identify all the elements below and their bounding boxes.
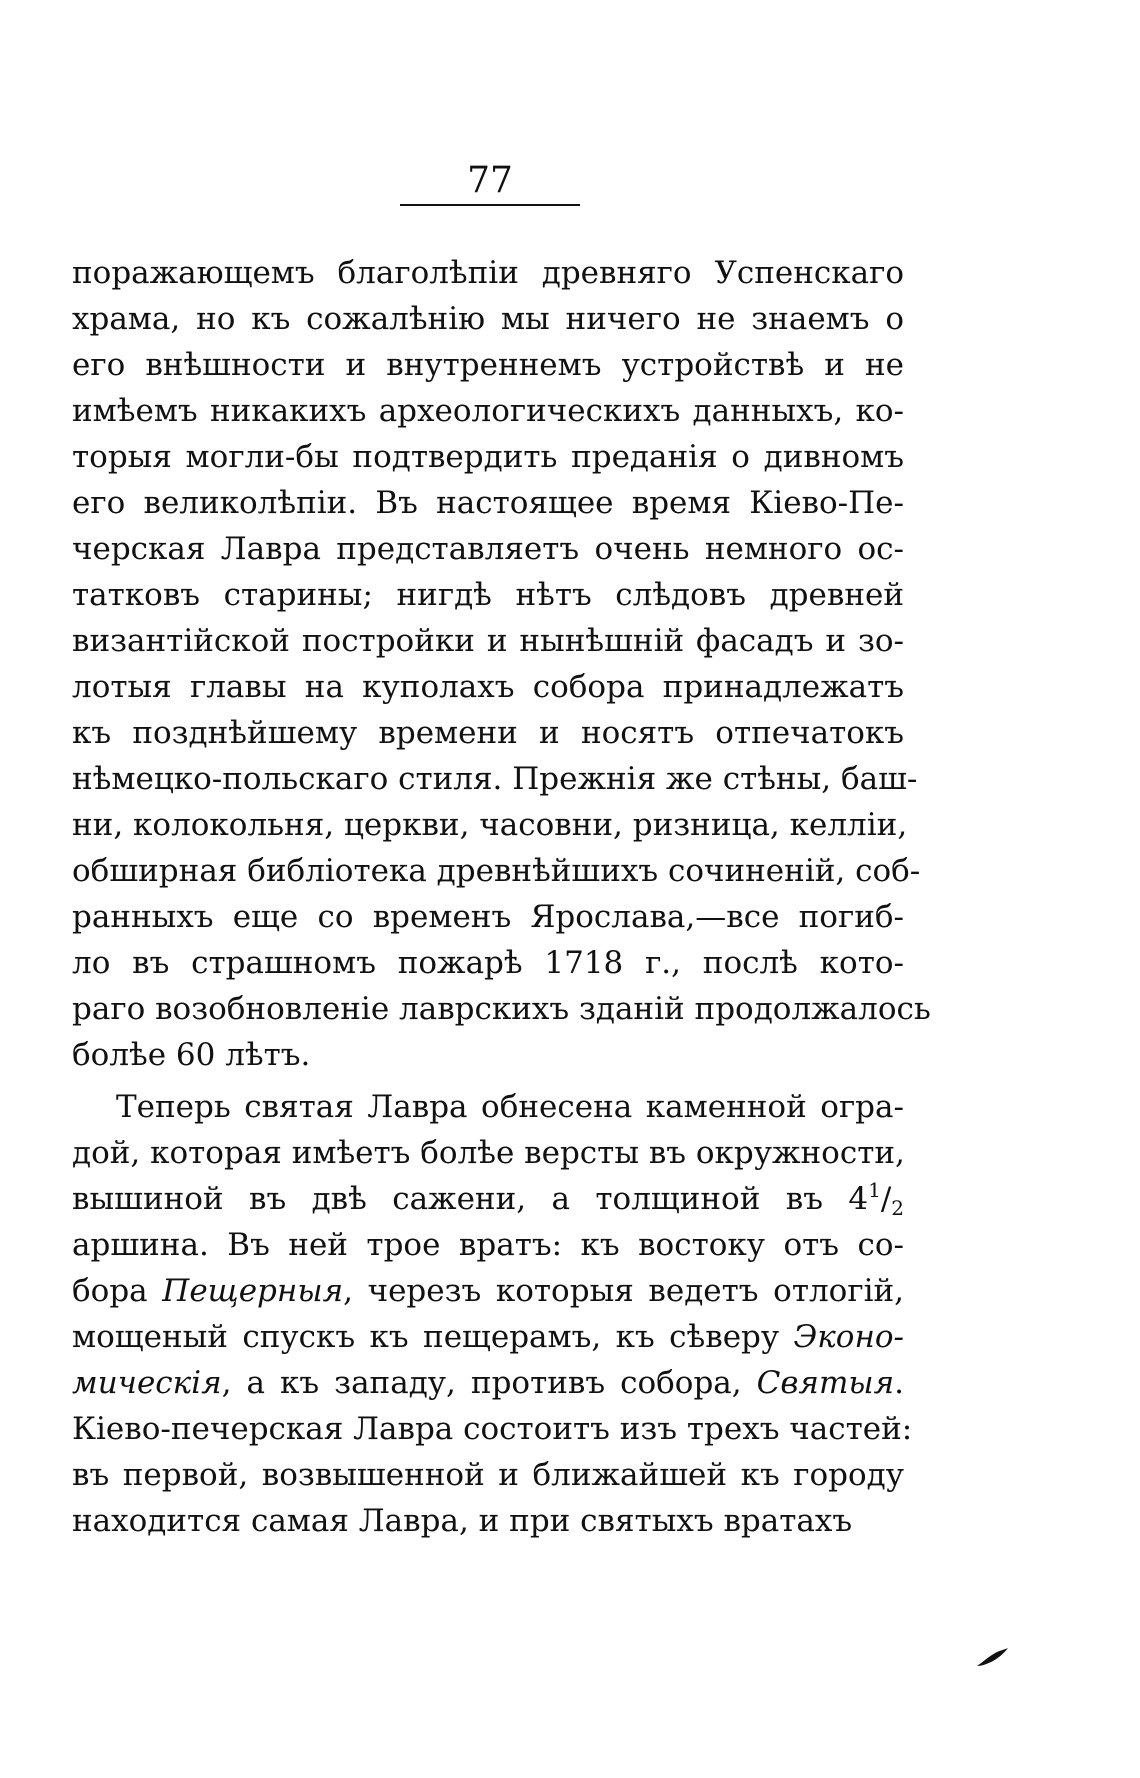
text-line — [72, 1360, 904, 1406]
text-segment: . — [894, 1365, 904, 1401]
text-line — [72, 1032, 904, 1078]
text-line — [72, 526, 904, 572]
text-line — [72, 1176, 904, 1222]
text-segment: находится самая Лавра, и при святыхъ вратахъ — [72, 1503, 853, 1539]
text-segment: ло въ страшномъ пожарѣ 1718 г., послѣ кото- — [72, 945, 904, 981]
text-segment: мощеный спускъ къ пещерамъ, къ сѣверу — [72, 1319, 794, 1355]
text-segment: Теперь святая Лавра обнесена каменной огра- — [116, 1089, 904, 1125]
fraction-part: 1 — [868, 1178, 881, 1202]
text-segment: татковъ старины; нигдѣ нѣтъ слѣдовъ древней — [72, 577, 904, 613]
text-line — [72, 388, 904, 434]
text-line — [72, 1406, 913, 1452]
text-line — [72, 848, 921, 894]
italic-text: Эконо- — [793, 1319, 904, 1355]
text-segment: бора — [72, 1273, 163, 1309]
page-number: 77 — [467, 160, 513, 201]
text-line — [72, 1498, 904, 1544]
text-segment: имѣемъ никакихъ археологическихъ данныхъ, ко- — [72, 393, 904, 429]
text-line — [72, 894, 904, 940]
text-segment: аршина. Въ ней трое вратъ: къ востоку отъ со- — [72, 1227, 904, 1263]
text-line — [72, 1222, 904, 1268]
text-line — [72, 1452, 904, 1498]
text-segment: ни, колокольня, церкви, часовни, ризница, келліи, — [72, 807, 908, 843]
text-segment: Кіево-печерская Лавра состоитъ изъ трехъ частей: — [72, 1411, 913, 1447]
text-segment: , черезъ которыя ведетъ отлогій, — [343, 1273, 904, 1309]
paragraph — [72, 1084, 913, 1544]
text-segment: обширная библіотека древнѣйшихъ сочиненій, соб- — [72, 853, 921, 889]
text-line — [72, 1314, 904, 1360]
text-line — [72, 802, 908, 848]
text-line — [72, 940, 904, 986]
italic-text: мическія — [72, 1365, 222, 1401]
text-segment: / — [880, 1181, 892, 1217]
text-segment: его великолѣпіи. Въ настоящее время Кіево-Пе- — [72, 485, 904, 521]
text-segment: вышиной въ двѣ сажени, а толщиной въ 4 — [72, 1181, 869, 1217]
text-line — [72, 296, 904, 342]
fraction-part: 2 — [891, 1196, 904, 1220]
italic-text: Святыя — [756, 1365, 895, 1401]
text-line — [72, 342, 904, 388]
text-segment: лотыя главы на куполахъ собора принадлежатъ — [72, 669, 904, 705]
text-segment: черская Лавра представляетъ очень немного ос- — [72, 531, 904, 567]
text-segment: византійской постройки и нынѣшній фасадъ и зо- — [72, 623, 904, 659]
text-line — [72, 434, 904, 480]
ink-mark — [975, 1648, 1009, 1668]
text-segment: дой, которая имѣетъ болѣе версты въ окружности, — [72, 1135, 905, 1171]
text-segment: болѣе 60 лѣтъ. — [72, 1037, 311, 1073]
paragraph — [72, 250, 931, 1078]
text-line — [72, 986, 931, 1032]
text-segment: къ позднѣйшему времени и носятъ отпечатокъ — [72, 715, 904, 751]
text-segment: поражающемъ благолѣпіи древняго Успенскаго — [72, 255, 904, 291]
text-segment: въ первой, возвышенной и ближайшей къ городу — [72, 1457, 904, 1493]
text-line — [72, 1084, 904, 1130]
text-line — [72, 618, 904, 664]
text-segment: его внѣшности и внутреннемъ устройствѣ и не — [72, 347, 904, 383]
text-segment: ранныхъ еще со временъ Ярослава,—все погиб- — [72, 899, 904, 935]
italic-text: Пещерныя — [162, 1273, 344, 1309]
text-segment: раго возобновленіе лаврскихъ зданій продолжалось — [72, 991, 931, 1027]
text-line — [72, 664, 904, 710]
text-line — [72, 756, 918, 802]
body-text — [72, 250, 931, 1544]
text-line — [72, 250, 904, 296]
text-segment: нѣмецко-польскаго стиля. Прежнія же стѣны, баш- — [72, 761, 918, 797]
text-line — [72, 1130, 904, 1176]
text-line — [72, 480, 904, 526]
text-segment: торыя могли-бы подтвердить преданія о дивномъ — [72, 439, 904, 475]
text-segment: храма, но къ сожалѣнію мы ничего не знаемъ о — [72, 301, 904, 337]
text-segment: , а къ западу, противъ собора, — [221, 1365, 757, 1401]
page-number-rule — [400, 204, 580, 206]
text-line — [72, 710, 904, 756]
text-line — [72, 572, 904, 618]
text-line — [72, 1268, 904, 1314]
